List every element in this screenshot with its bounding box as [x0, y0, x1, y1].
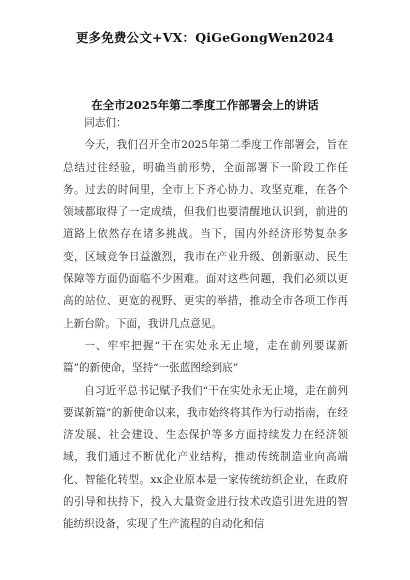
watermark-header: 更多免费公文+VX：QiGeGongWen2024 — [75, 30, 335, 45]
document-body — [63, 112, 348, 536]
document-title: 在全市2025年第二季度工作部署会上的讲话 — [91, 98, 319, 112]
intro-paragraph: 今天，我们召开全市2025年第二季度工作部署会，旨在总结过往经验，明确当前形势，全面部署下一阶段工作任务。过去的时间里，全市上下齐心协力、攻坚克难，在各个领域都取得了一定成绩，但我们也要清醒地认识到，前进的道路上依然存在诸多挑战。当下，国内外经济形势复杂多变，区域竞争日益激烈，我市在产业升级、创新驱动、民生保障等方面仍面临不少困难。面对这些问题，我们必须以更高的站位、更宽的视野、更实的举措，推动全市各项工作再上新台阶。下面，我讲几点意见。 — [63, 139, 348, 330]
greeting: 同志们： — [84, 117, 127, 129]
section-heading: 一、牢牢把握“干在实处永无止境，走在前列要谋新篇”的新使命，坚持“一张蓝图绘到底” — [63, 339, 348, 375]
section-paragraph: 自习近平总书记赋予我们“干在实处永无止境，走在前列要谋新篇”的新使命以来，我市始终将其作为行动指南，在经济发展、社会建设、生态保护等多方面持续发力在经济领域，我们通过不断优化产业结构，推动传统制造业向高端化、智能化转型。xx企业原本是一家传统纺织企业，在政府的引导和扶持下，投入大量资金进行技术改造引进先进的智能纺织设备，实现了生产流程的自动化和信 — [63, 384, 348, 531]
